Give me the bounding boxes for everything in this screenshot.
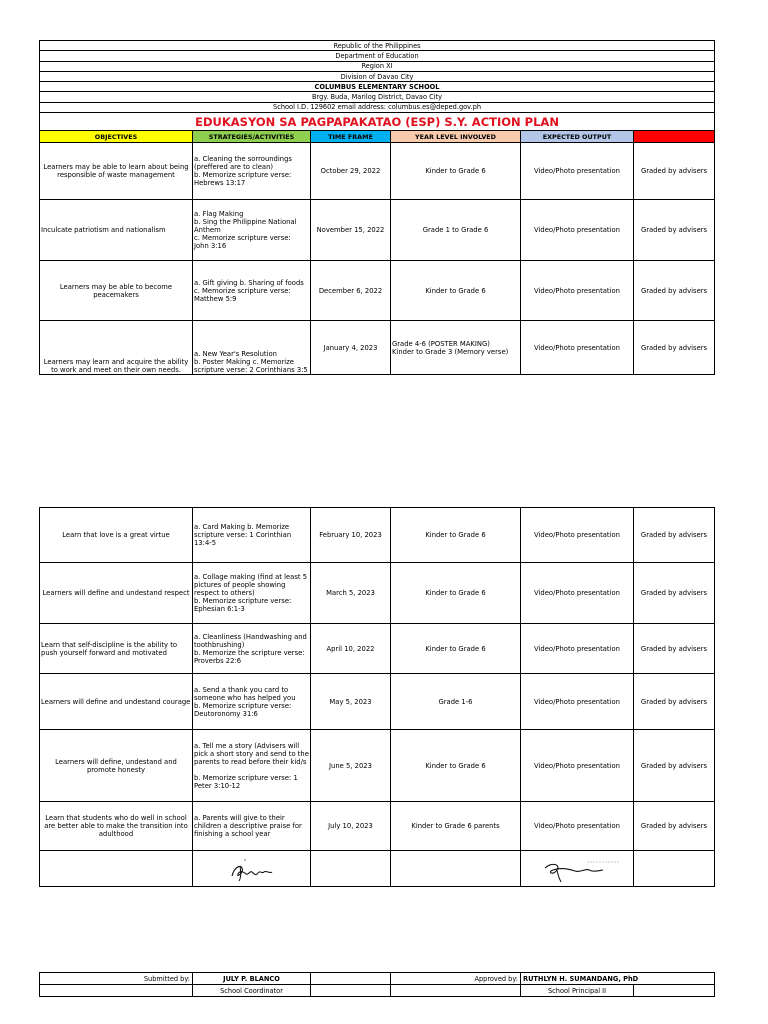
output-cell: Video/Photo presentation <box>521 563 634 624</box>
table-row <box>40 261 715 321</box>
col-year-level: YEAR LEVEL INVOLVED <box>391 131 521 143</box>
table-row <box>40 321 715 375</box>
objective-cell: Learners will define and undestand respect <box>40 563 193 624</box>
table-row <box>40 674 715 730</box>
year-level-cell: Kinder to Grade 6 <box>391 261 521 321</box>
header-department: Department of Education <box>40 51 715 61</box>
coordinator-signature <box>222 854 282 884</box>
approved-by-role: School Principal II <box>521 985 634 997</box>
time-frame-cell: May 5, 2023 <box>311 674 391 730</box>
strategies-cell: a. Tell me a story (Advisers will pick a short story and send to the parents to read before their kid/s b. Memorize scripture verse: 1 Peter 3:10-12 <box>193 730 311 802</box>
principal-signature <box>527 854 627 884</box>
year-level-cell: Kinder to Grade 6 <box>391 143 521 200</box>
remarks-cell: Graded by advisers <box>634 563 715 624</box>
remarks-cell: Graded by advisers <box>634 143 715 200</box>
table-row <box>40 624 715 674</box>
objective-cell: Learners may be able to become peacemakers <box>40 261 193 321</box>
time-frame-cell: January 4, 2023 <box>311 321 391 375</box>
signatory-footer <box>39 972 714 997</box>
strategies-cell: a. Cleanliness (Handwashing and toothbrushing) b. Memorize the scripture verse: Proverbs 22:6 <box>193 624 311 674</box>
time-frame-cell: October 29, 2022 <box>311 143 391 200</box>
table-row <box>40 802 715 851</box>
strategies-cell: a. Parents will give to their children a descriptive praise for finishing a school year <box>193 802 311 851</box>
year-level-cell: Kinder to Grade 6 <box>391 508 521 563</box>
objective-cell: Learners may learn and acquire the ability to work and meet on their own needs. <box>40 321 193 375</box>
time-frame-cell: November 15, 2022 <box>311 200 391 261</box>
objective-cell: Learn that students who do well in school are better able to make the transition into adulthood <box>40 802 193 851</box>
col-time-frame: TIME FRAME <box>311 131 391 143</box>
submitted-by-name: JULY P. BLANCO <box>193 973 311 985</box>
output-cell: Video/Photo presentation <box>521 143 634 200</box>
time-frame-cell: June 5, 2023 <box>311 730 391 802</box>
empty-cell <box>634 985 715 997</box>
empty-cell <box>40 985 193 997</box>
output-cell: Video/Photo presentation <box>521 730 634 802</box>
header-address: Brgy. Buda, Marilog District, Davao City <box>40 92 715 102</box>
col-expected-output: EXPECTED OUTPUT <box>521 131 634 143</box>
col-strategies: STRATEGIES/ACTIVITIES <box>193 131 311 143</box>
output-cell: Video/Photo presentation <box>521 200 634 261</box>
action-plan-table-page1 <box>39 40 715 375</box>
empty-cell <box>40 851 193 887</box>
time-frame-cell: March 5, 2023 <box>311 563 391 624</box>
year-level-cell: Grade 1-6 <box>391 674 521 730</box>
remarks-cell: Graded by advisers <box>634 508 715 563</box>
objective-cell: Inculcate patriotism and nationalism <box>40 200 193 261</box>
signature-row <box>40 851 715 887</box>
strategies-cell: a. Send a thank you card to someone who has helped you b. Memorize scripture verse: Deutoronomy 31:6 <box>193 674 311 730</box>
year-level-cell: Kinder to Grade 6 parents <box>391 802 521 851</box>
header-country: Republic of the Philippines <box>40 41 715 51</box>
coordinator-signature-cell <box>193 851 311 887</box>
empty-cell <box>311 973 391 985</box>
empty-cell <box>311 985 391 997</box>
approved-by-name: RUTHLYN H. SUMANDANG, PhD <box>521 973 715 985</box>
table-row <box>40 730 715 802</box>
output-cell: Video/Photo presentation <box>521 624 634 674</box>
output-cell: Video/Photo presentation <box>521 508 634 563</box>
time-frame-cell: July 10, 2023 <box>311 802 391 851</box>
empty-cell <box>634 851 715 887</box>
action-plan-table-page2 <box>39 507 715 887</box>
remarks-cell: Graded by advisers <box>634 674 715 730</box>
year-level-cell: Kinder to Grade 6 <box>391 730 521 802</box>
output-cell: Video/Photo presentation <box>521 802 634 851</box>
strategies-cell: a. Collage making (find at least 5 pictures of people showing respect to others) b. Memorize scripture verse: Ephesian 6:1-3 <box>193 563 311 624</box>
time-frame-cell: April 10, 2022 <box>311 624 391 674</box>
time-frame-cell: December 6, 2022 <box>311 261 391 321</box>
remarks-cell: Graded by advisers <box>634 730 715 802</box>
remarks-cell: Graded by advisers <box>634 624 715 674</box>
col-objectives: OBJECTIVES <box>40 131 193 143</box>
strategies-cell: a. New Year's Resolution b. Poster Making c. Memorize scripture verse: 2 Corinthians 3:5 <box>193 321 311 375</box>
objective-cell: Learn that self-discipline is the ability to push yourself forward and motivated <box>40 624 193 674</box>
objective-cell: Learn that love is a great virtue <box>40 508 193 563</box>
header-division: Division of Davao City <box>40 71 715 81</box>
output-cell: Video/Photo presentation <box>521 261 634 321</box>
empty-cell <box>311 851 391 887</box>
remarks-cell: Graded by advisers <box>634 200 715 261</box>
year-level-cell: Grade 4-6 (POSTER MAKING) Kinder to Grade 3 (Memory verse) <box>391 321 521 375</box>
table-row <box>40 143 715 200</box>
col-remarks: REMARKS <box>634 131 715 143</box>
header-region: Region XI <box>40 61 715 71</box>
output-cell: Video/Photo presentation <box>521 674 634 730</box>
time-frame-cell: February 10, 2023 <box>311 508 391 563</box>
empty-cell <box>391 985 521 997</box>
empty-cell <box>391 851 521 887</box>
objective-cell: Learners may be able to learn about being responsible of waste management <box>40 143 193 200</box>
year-level-cell: Grade 1 to Grade 6 <box>391 200 521 261</box>
principal-signature-cell <box>521 851 634 887</box>
remarks-cell: Graded by advisers <box>634 802 715 851</box>
submitted-by-label: Submitted by: <box>40 973 193 985</box>
document-title: EDUKASYON SA PAGPAPAKATAO (ESP) S.Y. ACTION PLAN <box>40 113 715 131</box>
strategies-cell: a. Gift giving b. Sharing of foods c. Memorize scripture verse: Matthew 5:9 <box>193 261 311 321</box>
approved-by-label: Approved by: <box>391 973 521 985</box>
table-row <box>40 508 715 563</box>
remarks-cell: Graded by advisers <box>634 261 715 321</box>
year-level-cell: Kinder to Grade 6 <box>391 624 521 674</box>
submitted-by-role: School Coordinator <box>193 985 311 997</box>
year-level-cell: Kinder to Grade 6 <box>391 563 521 624</box>
remarks-cell: Graded by advisers <box>634 321 715 375</box>
table-row <box>40 200 715 261</box>
strategies-cell: a. Flag Making b. Sing the Philippine National Anthem c. Memorize scripture verse: John 3:16 <box>193 200 311 261</box>
strategies-cell: a. Card Making b. Memorize scripture verse: 1 Corinthian 13:4-5 <box>193 508 311 563</box>
objective-cell: Learners will define and undestand courage <box>40 674 193 730</box>
output-cell: Video/Photo presentation <box>521 321 634 375</box>
strategies-cell: a. Cleaning the sorroundings (preffered are to clean) b. Memorize scripture verse: Hebrews 13:17 <box>193 143 311 200</box>
table-row <box>40 563 715 624</box>
objective-cell: Learners will define, undestand and promote honesty <box>40 730 193 802</box>
header-school-id: School I.D. 129602 email address: columbus.es@deped.gov.ph <box>40 102 715 112</box>
header-school: COLUMBUS ELEMENTARY SCHOOL <box>40 82 715 92</box>
